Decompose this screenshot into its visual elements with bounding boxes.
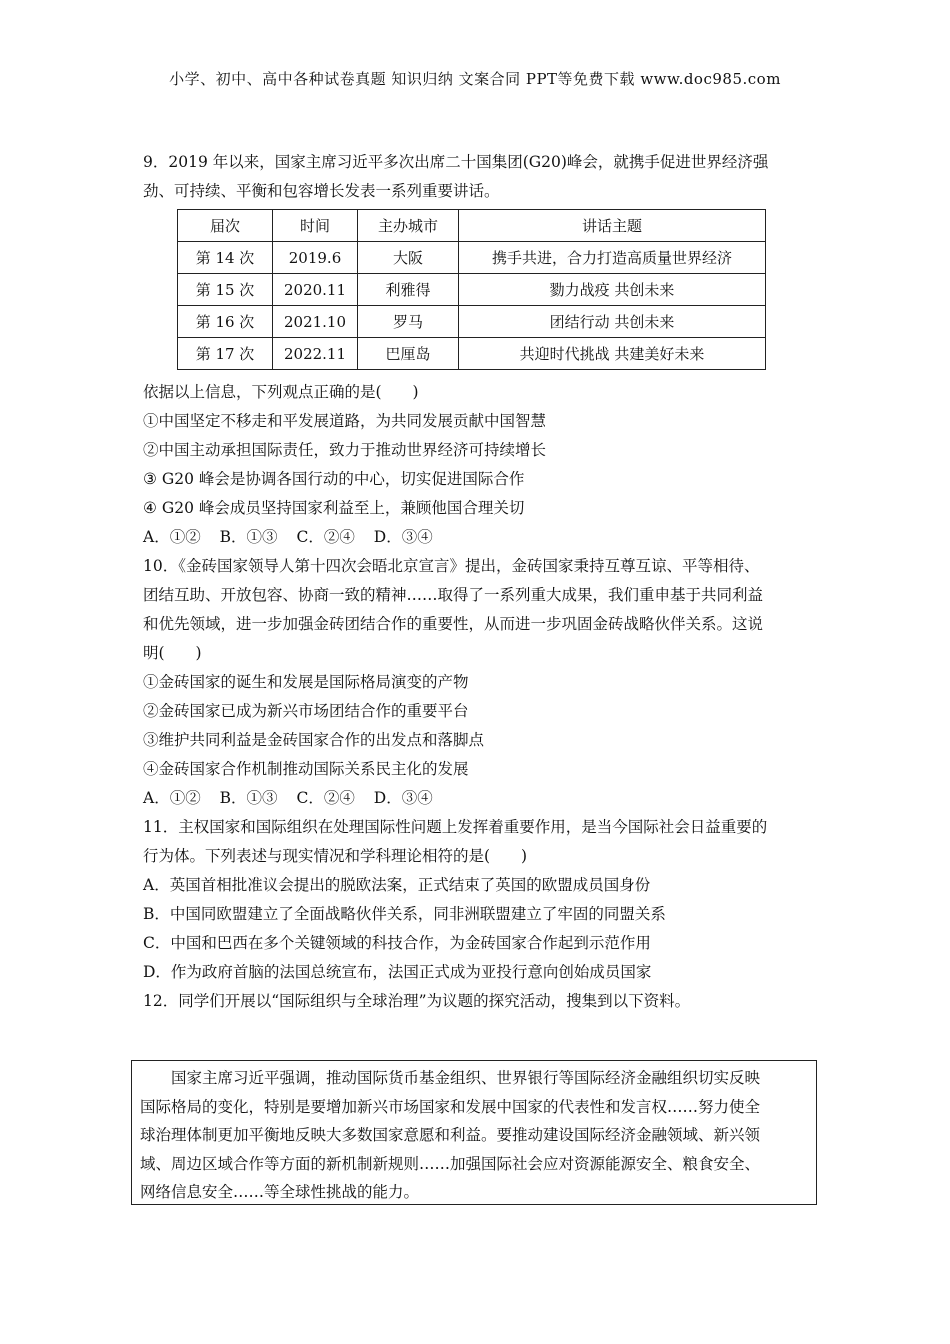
q10-item: ③维护共同利益是金砖国家合作的出发点和落脚点 [143,731,485,749]
q11-stem-line: 11．主权国家和国际组织在处理国际性问题上发挥着重要作用，是当今国际社会日益重要的 [143,818,768,836]
q10-stem-line: 团结互助、开放包容、协商一致的精神……取得了一系列重大成果，我们重申基于共同利益 [143,586,764,604]
option-c: C．②④ [296,528,355,546]
table-cell: 第 14 次 [178,242,273,274]
material-line: 国家主席习近平强调，推动国际货币基金组织、世界银行等国际经济金融组织切实反映 [171,1069,761,1087]
question-content [143,148,811,1016]
table-header-cell: 届次 [178,210,273,242]
option-d: D．③④ [373,528,433,546]
q10-options [143,784,811,813]
option-a: A．①② [143,528,201,546]
table-cell: 利雅得 [358,274,459,306]
q9-item: ①中国坚定不移走和平发展道路，为共同发展贡献中国智慧 [143,412,547,430]
q12-stem: 12．同学们开展以“国际组织与全球治理”为议题的探究活动，搜集到以下资料。 [143,992,691,1010]
material-line: 网络信息安全……等全球性挑战的能力。 [140,1183,420,1201]
material-line: 国际格局的变化，特别是要增加新兴市场国家和发展中国家的代表性和发言权……努力使全 [140,1097,761,1116]
table-cell: 2020.11 [273,274,358,306]
table-cell: 勠力战疫 共创未来 [459,274,766,306]
table-cell: 巴厘岛 [358,338,459,370]
table-header-row [178,210,766,242]
table-header-cell: 时间 [273,210,358,242]
q11-option-c: C．中国和巴西在多个关键领域的科技合作，为金砖国家合作起到示范作用 [143,934,651,952]
q11-stem-line: 行为体。下列表述与现实情况和学科理论相符的是( ) [143,847,528,865]
q10-stem-line: 10．《金砖国家领导人第十四次会晤北京宣言》提出，金砖国家秉持互尊互谅、平等相待、 [143,557,760,575]
q12-material-box [131,1060,817,1205]
table-row [178,306,766,338]
q10-stem-line: 明( ) [143,644,202,662]
page-header: 小学、初中、高中各种试卷真题 知识归纳 文案合同 PPT等免费下载 www.doc985.com [169,70,781,88]
q10-stem-line: 和优先领域，进一步加强金砖团结合作的重要性，从而进一步巩固金砖战略伙伴关系。这说 [143,615,764,633]
q11-option-d: D．作为政府首脑的法国总统宣布，法国正式成为亚投行意向创始成员国家 [143,963,652,981]
option-c: C．②④ [296,789,355,807]
table-header-cell: 讲话主题 [459,210,766,242]
q9-item: ④ G20 峰会成员坚持国家利益至上，兼顾他国合理关切 [143,499,525,517]
option-b: B．①③ [219,789,278,807]
table-cell: 2019.6 [273,242,358,274]
q9-item: ③ G20 峰会是协调各国行动的中心，切实促进国际合作 [143,470,525,488]
table-cell: 第 17 次 [178,338,273,370]
table-cell: 罗马 [358,306,459,338]
g20-summit-table [177,209,766,370]
q11-option-b: B．中国同欧盟建立了全面战略伙伴关系，同非洲联盟建立了牢固的同盟关系 [143,905,666,923]
q10-item: ①金砖国家的诞生和发展是国际格局演变的产物 [143,673,469,691]
table-row [178,274,766,306]
option-d: D．③④ [373,789,433,807]
table-cell: 2021.10 [273,306,358,338]
q9-stem-line: 劲、可持续、平衡和包容增长发表一系列重要讲话。 [143,182,500,200]
q9-options [143,523,811,552]
q9-stem-line: 9．2019 年以来，国家主席习近平多次出席二十国集团(G20)峰会，就携手促进世界经济强 [143,153,769,171]
q9-item: ②中国主动承担国际责任，致力于推动世界经济可持续增长 [143,441,547,459]
table-header-cell: 主办城市 [358,210,459,242]
table-cell: 第 15 次 [178,274,273,306]
table-cell: 第 16 次 [178,306,273,338]
table-cell: 携手共进，合力打造高质量世界经济 [459,242,766,274]
q9-prompt: 依据以上信息，下列观点正确的是( ) [143,383,419,401]
material-line: 球治理体制更加平衡地反映大多数国家意愿和利益。要推动建设国际经济金融领域、新兴领 [140,1126,761,1144]
q10-item: ②金砖国家已成为新兴市场团结合作的重要平台 [143,702,469,720]
table-cell: 2022.11 [273,338,358,370]
option-a: A．①② [143,789,201,807]
table-cell: 共迎时代挑战 共建美好未来 [459,338,766,370]
q11-option-a: A．英国首相批准议会提出的脱欧法案，正式结束了英国的欧盟成员国身份 [143,876,651,894]
table-row [178,242,766,274]
material-line: 域、周边区域合作等方面的新机制新规则……加强国际社会应对资源能源安全、粮食安全、 [140,1154,761,1173]
table-cell: 团结行动 共创未来 [459,306,766,338]
table-row [178,338,766,370]
table-cell: 大阪 [358,242,459,274]
option-b: B．①③ [219,528,278,546]
q10-item: ④金砖国家合作机制推动国际关系民主化的发展 [143,760,469,778]
